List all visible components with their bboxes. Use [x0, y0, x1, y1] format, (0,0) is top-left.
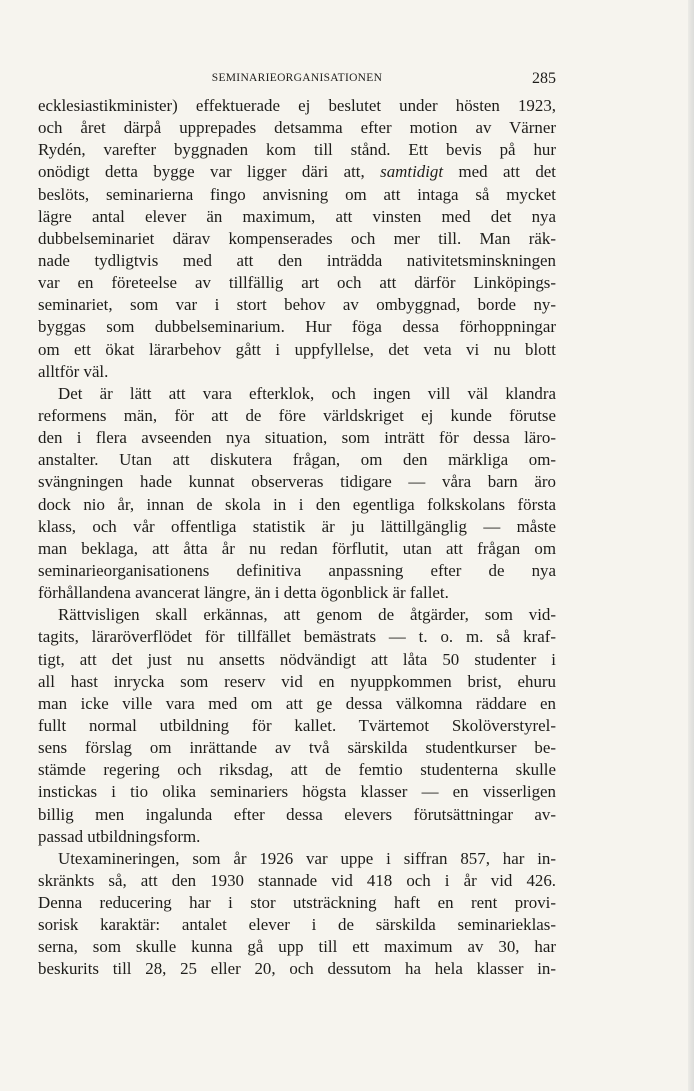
text-line: instickas i tio olika seminariers högsta klasser — en visserligen [38, 782, 556, 802]
text-line: byggas som dubbelseminarium. Hur föga dessa förhoppningar [38, 317, 556, 337]
text-line: serna, som skulle kunna gå upp till ett maximum av 30, har [38, 937, 556, 957]
body-text [38, 95, 556, 981]
text-line-paragraph-end: förhållandena avancerat längre, än i detta ögonblick är fallet. [38, 583, 449, 603]
text-line: stämde regering och riksdag, att de femtio studenterna skulle [38, 760, 556, 780]
text-line-paragraph-start: Rättvisligen skall erkännas, att genom de åtgärder, som vid- [58, 605, 556, 625]
text-line: beslöts, seminarierna fingo anvisning om att intaga så mycket [38, 184, 556, 204]
text-line: var en företeelse av tillfällig art och att därför Linköpings- [38, 273, 556, 293]
text-line: tagits, läraröverflödet för tillfället bemästrats — t. o. m. så kraf- [38, 627, 556, 647]
text-line: man beklaga, att åtta år nu redan förflutit, utan att frågan om [38, 538, 556, 558]
text-line: dubbelseminariet därav kompenserades och mer till. Man räk- [38, 228, 556, 248]
emphasized-word: samtidigt [380, 162, 444, 182]
text-line-paragraph-start: Utexamineringen, som år 1926 var uppe i siffran 857, har in- [58, 848, 556, 868]
text-line: Rydén, varefter byggnaden kom till stånd. Ett bevis på hur [38, 140, 556, 160]
text-line: all hast inrycka som reserv vid en nyuppkommen brist, ehuru [38, 671, 556, 691]
text-line: lägre antal elever än maximum, att vinsten med det nya [38, 206, 556, 226]
text-line: reformens män, för att de före världskriget ej kunde förutse [38, 405, 556, 425]
text-line: svängningen hade kunnat observeras tidigare — våra barn äro [38, 472, 556, 492]
text-line: dock nio år, innan de skola in i den egentliga folkskolans första [38, 494, 556, 514]
text-line: ecklesiastikminister) effektuerade ej beslutet under hösten 1923, [38, 96, 556, 115]
text-line: tigt, att det just nu ansetts nödvändigt att låta 50 studenter i [38, 649, 556, 669]
text-line: om ett ökat lärarbehov gått i uppfyllelse, det veta vi nu blott [38, 339, 556, 359]
text-line: billig men ingalunda efter dessa elevers förutsättningar av- [38, 804, 556, 824]
text-line-with-emphasis [38, 161, 556, 183]
text-line: seminarieorganisationens definitiva anpassning efter de nya [38, 560, 556, 580]
text-line: beskurits till 28, 25 eller 20, och dessutom ha hela klasser in- [38, 959, 556, 979]
text-line: anstalter. Utan att diskutera frågan, om den märkliga om- [38, 450, 556, 470]
text-line: den i flera avseenden nya situation, som inträtt för dessa läro- [38, 428, 556, 448]
text-line: nade tydligtvis med att den inträdda nativitetsminskningen [38, 250, 556, 270]
text-line: skränkts så, att den 1930 stannade vid 418 och i år vid 426. [38, 870, 556, 890]
text-line: seminariet, som var i stort behov av ombyggnad, borde ny- [38, 295, 556, 315]
text-line: sorisk karaktär: antalet elever i de särskilda seminarieklas- [38, 915, 556, 935]
text-line-tail: med att det [458, 162, 556, 182]
running-head [38, 70, 556, 90]
text-line: sens förslag om inrättande av två särskilda studentkurser be- [38, 738, 556, 758]
text-line-lead: onödigt detta bygge var ligger däri att, [38, 162, 365, 182]
page-number: 285 [532, 70, 556, 87]
text-line: man icke ville vara med om att ge dessa välkomna räddare en [38, 693, 556, 713]
running-head-title: SEMINARIEORGANISATIONEN [211, 72, 383, 84]
text-line-paragraph-end: alltför väl. [38, 361, 109, 381]
text-line: fullt normal utbildning för kallet. Tvärtemot Skolöverstyrel- [38, 715, 556, 735]
text-line: Denna reducering har i stor utsträckning haft en rent provi- [38, 893, 556, 913]
text-line-paragraph-start: Det är lätt att vara efterklok, och ingen vill väl klandra [58, 383, 556, 403]
text-line: och året därpå upprepades detsamma efter motion av Värner [38, 118, 556, 138]
text-line-paragraph-end: passad utbildningsform. [38, 826, 201, 846]
text-line: klass, och vår offentliga statistik är ju lättillgänglig — måste [38, 516, 556, 536]
page-edge [688, 0, 694, 1091]
